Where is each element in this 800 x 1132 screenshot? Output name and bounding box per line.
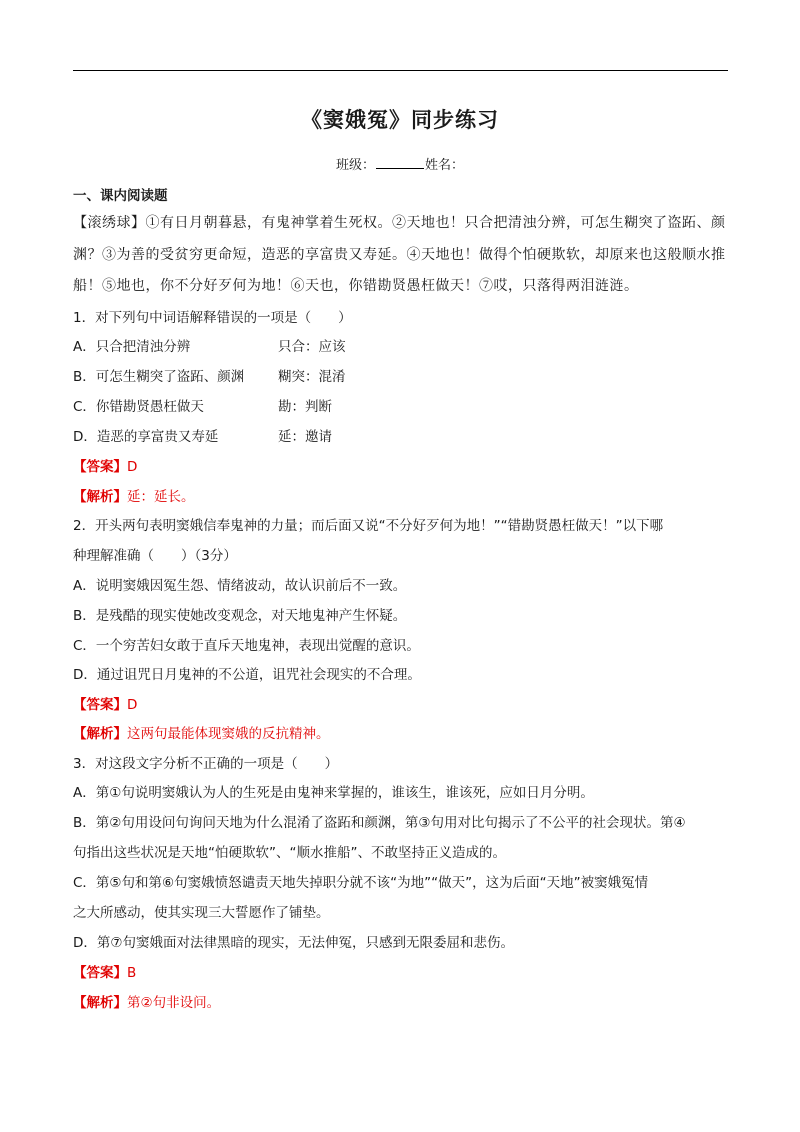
q3-line-b2: 句指出这些状况是天地“怕硬欺软”、“顺水推船”、不敢坚持正义造成的。 [73,845,506,861]
q1-option-a-term: 只合：应该 [278,339,346,355]
q2-answer-tag: 【答案】 [73,697,127,713]
name-label: 姓名： [425,158,465,173]
q1-analysis-text: 延：延长。 [127,489,195,505]
q2-answer [73,693,137,713]
q1-option-b-term: 糊突：混淆 [278,369,346,385]
q2-analysis-tag: 【解析】 [73,726,127,742]
q1-answer [73,455,137,475]
header-rule [73,70,728,71]
q3-line-d: D．第⑦句窦娥面对法律黑暗的现实，无法伸冤，只感到无限委屈和悲伤。 [73,935,514,951]
q2-answer-value: D [127,697,138,713]
q3-line-a: A．第①句说明窦娥认为人的生死是由鬼神来掌握的，谁该生，谁该死，应如日月分明。 [73,785,594,801]
q3-line-b1: B．第②句用设问句询问天地为什么混淆了盗跖和颜渊，第③句用对比句揭示了不公平的社会现状。第④ [73,815,686,831]
q2-option-c: C．一个穷苦妇女敢于直斥天地鬼神，表现出觉醒的意识。 [73,638,420,654]
q1-analysis [73,485,195,505]
q3-analysis-text: 第②句非设问。 [127,995,221,1011]
class-blank [376,156,424,169]
q1-option-c-term: 勘：判断 [278,399,332,415]
q1-option-b: B．可怎生糊突了盗跖、颜渊 [73,369,245,385]
q1-analysis-tag: 【解析】 [73,489,127,505]
class-name-line [0,154,800,173]
class-label: 班级： [335,158,375,173]
q1-option-d-term: 延：邀请 [278,429,332,445]
q3-answer-tag: 【答案】 [73,965,127,981]
q3-answer-value: B [127,965,137,981]
q1-answer-tag: 【答案】 [73,459,127,475]
q1-option-d: D．造恶的享富贵又寿延 [73,429,219,445]
q2-stem-line2: 种理解准确（ ）（3分） [73,548,237,564]
q2-option-b: B．是残酷的现实使她改变观念，对天地鬼神产生怀疑。 [73,608,407,624]
q3-answer [73,961,136,981]
q1-answer-value: D [127,459,138,475]
reading-passage: 【滚绣球】①有日月朝暮悬，有鬼神掌着生死权。②天地也！只合把清浊分辨，可怎生糊突了盗跖、颜渊？③为善的受贫穷更命短，造恶的享富贵又寿延。④天地也！做得个怕硬欺软，却原来也这般顺水推船！⑤地也，你不分好歹何为地！⑥天也，你错勘贤愚枉做天！⑦哎，只落得两泪涟涟。 [73,215,726,294]
q1-option-a: A．只合把清浊分辨 [73,339,191,355]
q1-stem: 1．对下列句中词语解释错误的一项是（ ） [73,310,352,326]
q2-stem-line1: 2．开头两句表明窦娥信奉鬼神的力量；而后面又说“不分好歹何为地！”“错勘贤愚枉做天！”以下哪 [73,518,664,534]
q3-analysis [73,991,220,1011]
q3-line-c2: 之大所感动，使其实现三大誓愿作了铺垫。 [73,905,330,921]
section-heading: 一、课内阅读题 [73,188,168,204]
q3-analysis-tag: 【解析】 [73,995,127,1011]
q1-option-c: C．你错勘贤愚枉做天 [73,399,204,415]
q2-option-d: D．通过诅咒日月鬼神的不公道，诅咒社会现实的不合理。 [73,667,421,683]
page-title: 《窦娥冤》同步练习 [301,108,499,132]
q3-stem: 3．对这段文字分析不正确的一项是（ ） [73,756,339,772]
q2-analysis-text: 这两句最能体现窦娥的反抗精神。 [127,726,330,742]
q2-analysis [73,722,330,742]
q2-option-a: A．说明窦娥因冤生怨、情绪波动，故认识前后不一致。 [73,578,407,594]
q3-line-c1: C．第⑤句和第⑥句窦娥愤怒谴责天地失掉职分就不该“为地”“做天”，这为后面“天地”被窦娥冤情 [73,875,649,891]
